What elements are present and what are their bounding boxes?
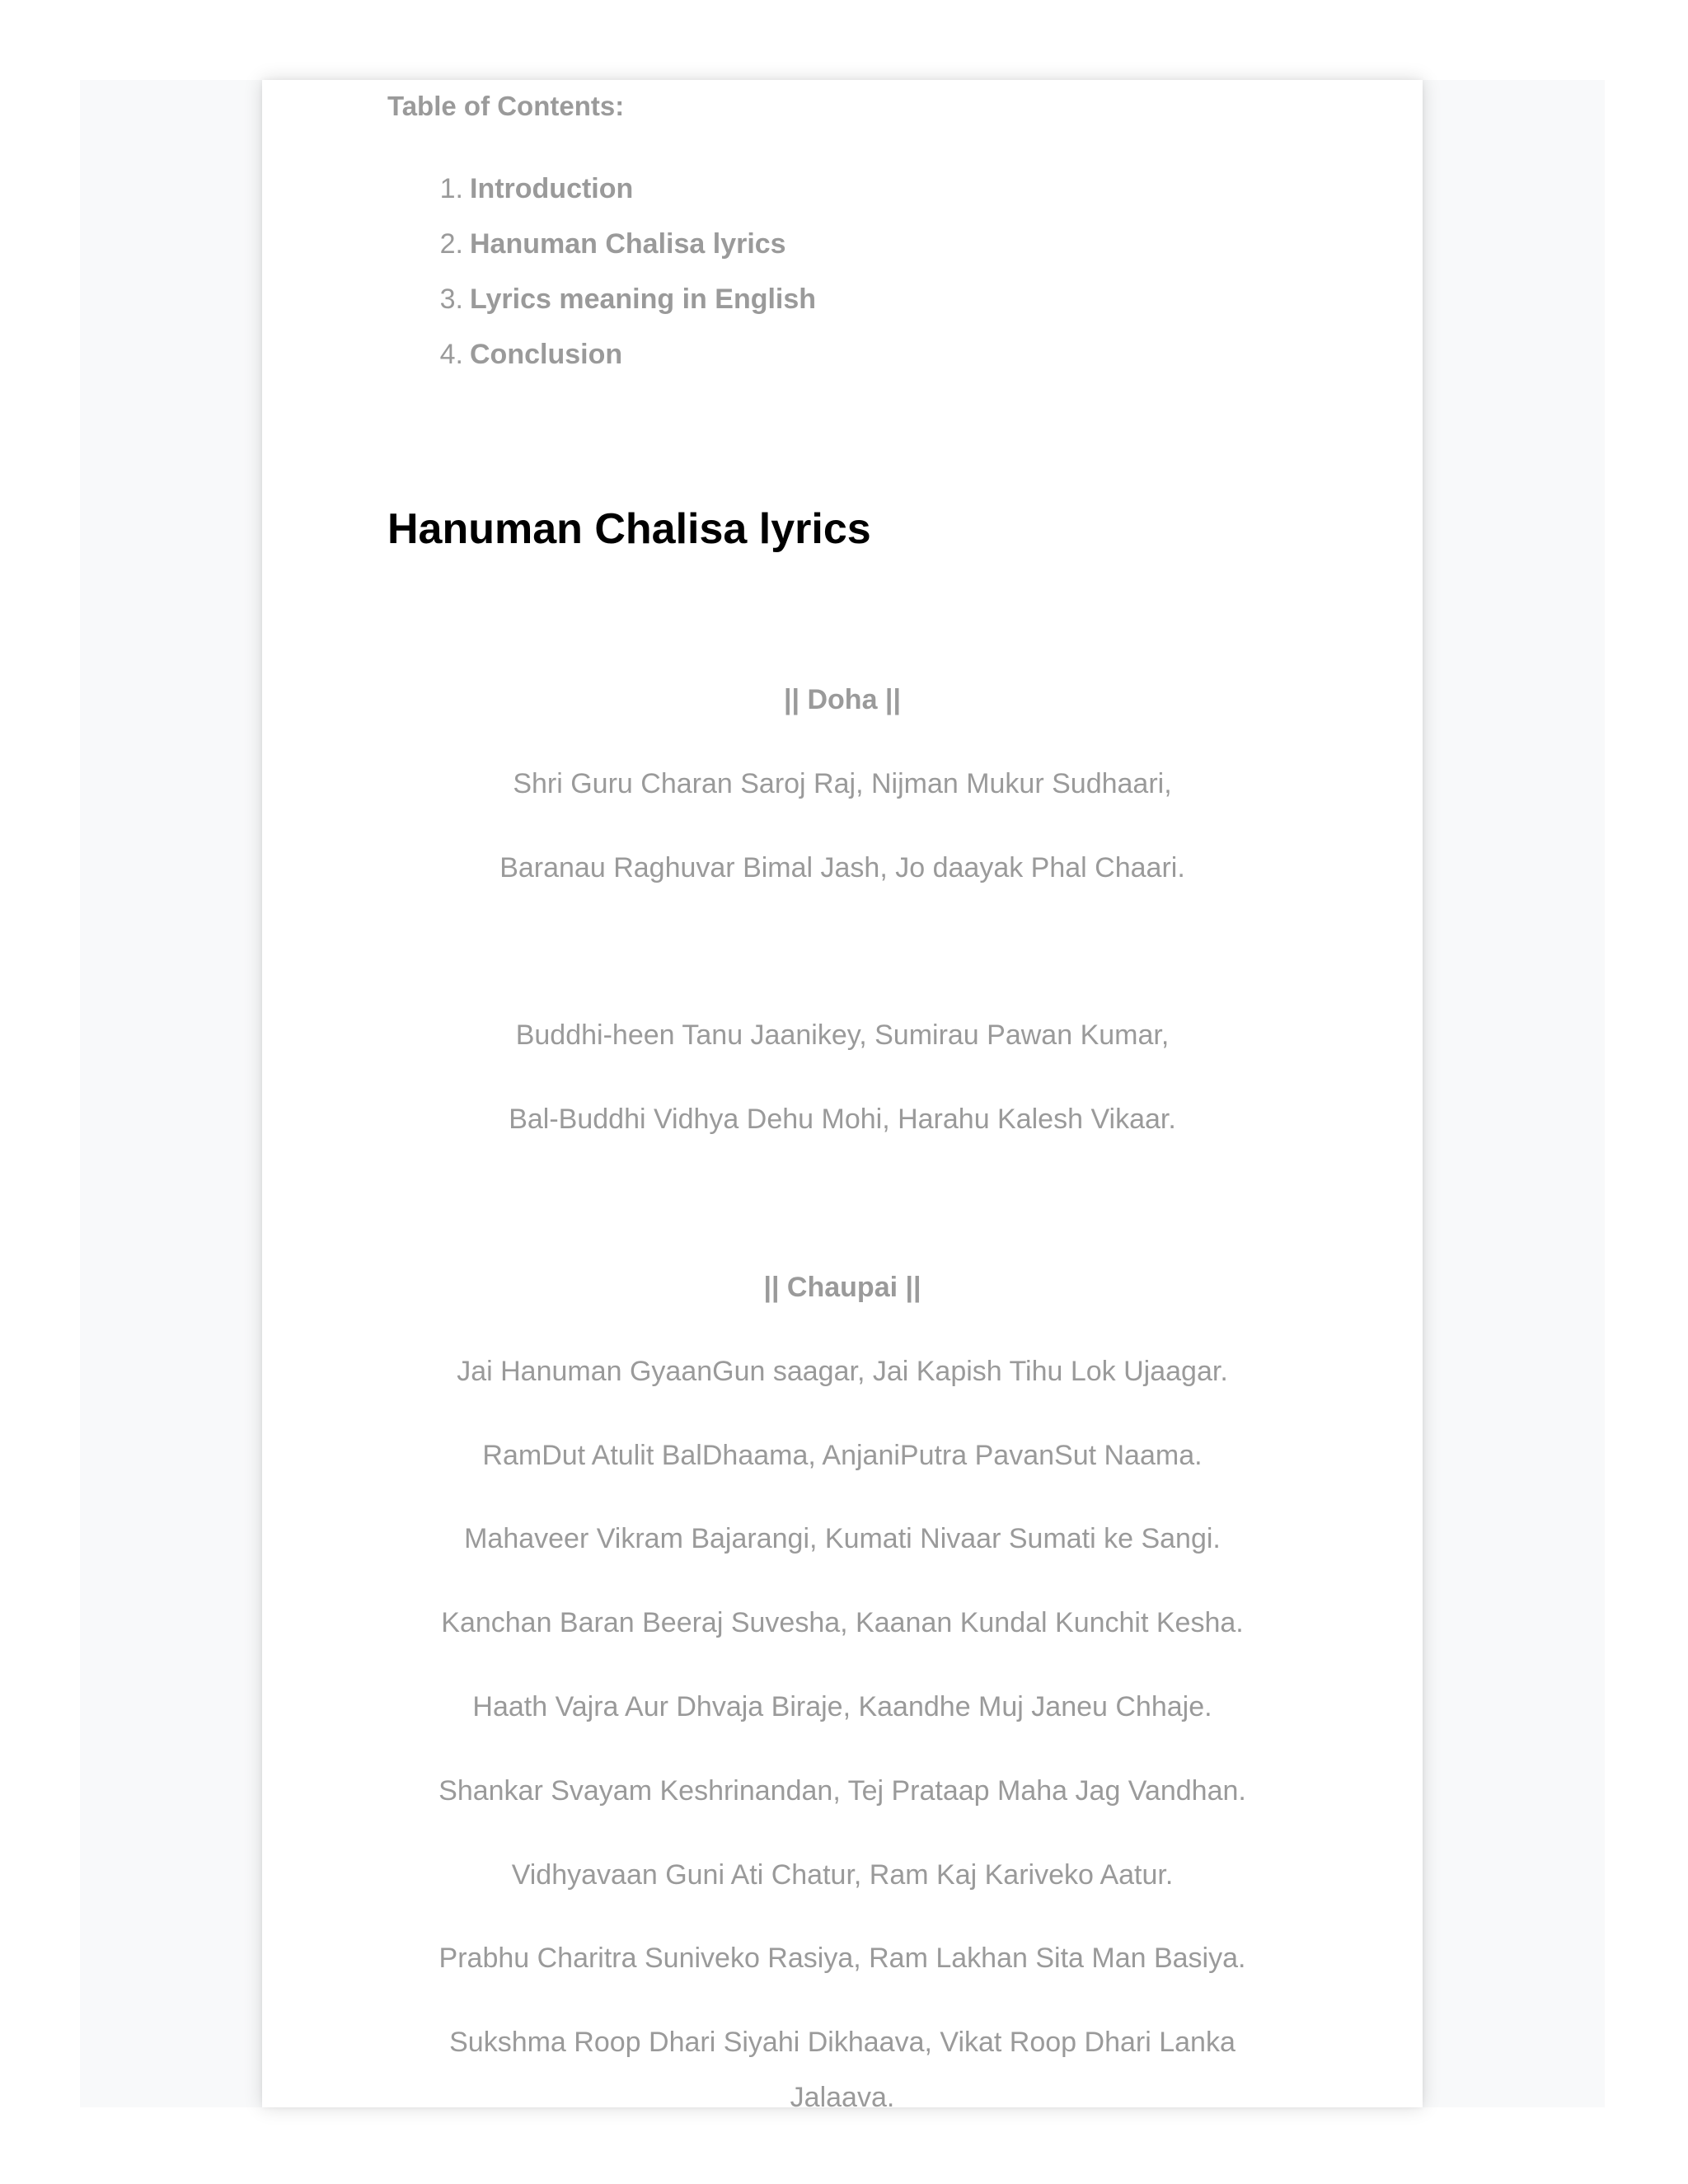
chaupai-line: Kanchan Baran Beeraj Suvesha, Kaanan Kundal Kunchit Kesha.: [441, 1607, 1244, 1638]
toc-link-conclusion[interactable]: Conclusion: [470, 339, 623, 370]
toc-link-lyrics[interactable]: Hanuman Chalisa lyrics: [470, 228, 786, 260]
doha-marker: || Doha ||: [784, 684, 901, 715]
toc-item-conclusion: [387, 338, 816, 393]
toc-item-introduction: [387, 172, 816, 227]
toc-link-meaning[interactable]: Lyrics meaning in English: [470, 284, 817, 315]
doha-line: Buddhi-heen Tanu Jaanikey, Sumirau Pawan Kumar,: [515, 1019, 1170, 1051]
chaupai-line: Prabhu Charitra Suniveko Rasiya, Ram Lakhan Sita Man Basiya.: [438, 1943, 1246, 1974]
chaupai-line: Mahaveer Vikram Bajarangi, Kumati Nivaar Sumati ke Sangi.: [464, 1523, 1221, 1554]
toc-item-number: 3.: [439, 284, 463, 315]
chaupai-marker: || Chaupai ||: [763, 1272, 921, 1303]
chaupai-line: Vidhyavaan Guni Ati Chatur, Ram Kaj Kariveko Aatur.: [511, 1859, 1174, 1891]
toc-item-meaning: [387, 283, 816, 338]
document-page: [262, 80, 1423, 2113]
chaupai-line: Sukshma Roop Dhari Siyahi Dikhaava, Vikat Roop Dhari Lanka Jalaava.: [449, 2027, 1236, 2113]
chaupai-line: Shankar Svayam Keshrinandan, Tej Prataap Maha Jag Vandhan.: [438, 1775, 1246, 1807]
toc-link-introduction[interactable]: Introduction: [470, 173, 634, 204]
doha-line: Bal-Buddhi Vidhya Dehu Mohi, Harahu Kalesh Vikaar.: [509, 1104, 1176, 1135]
chaupai-line: Haath Vajra Aur Dhvaja Biraje, Kaandhe Muj Janeu Chhaje.: [472, 1691, 1212, 1722]
chaupai-line: RamDut Atulit BalDhaama, AnjaniPutra PavanSut Naama.: [482, 1440, 1203, 1471]
toc-item-lyrics: [387, 227, 816, 283]
doha-line: Shri Guru Charan Saroj Raj, Nijman Mukur Sudhaari,: [513, 768, 1172, 799]
toc-item-number: 1.: [439, 173, 463, 204]
toc-item-number: 2.: [439, 228, 463, 260]
section-title: Hanuman Chalisa lyrics: [387, 505, 871, 553]
toc-item-number: 4.: [439, 339, 463, 370]
toc-heading: Table of Contents:: [387, 91, 625, 121]
chaupai-line: Jai Hanuman GyaanGun saagar, Jai Kapish Tihu Lok Ujaagar.: [457, 1356, 1228, 1387]
doha-line: Baranau Raghuvar Bimal Jash, Jo daayak Phal Chaari.: [499, 852, 1185, 883]
table-of-contents: [387, 172, 816, 393]
